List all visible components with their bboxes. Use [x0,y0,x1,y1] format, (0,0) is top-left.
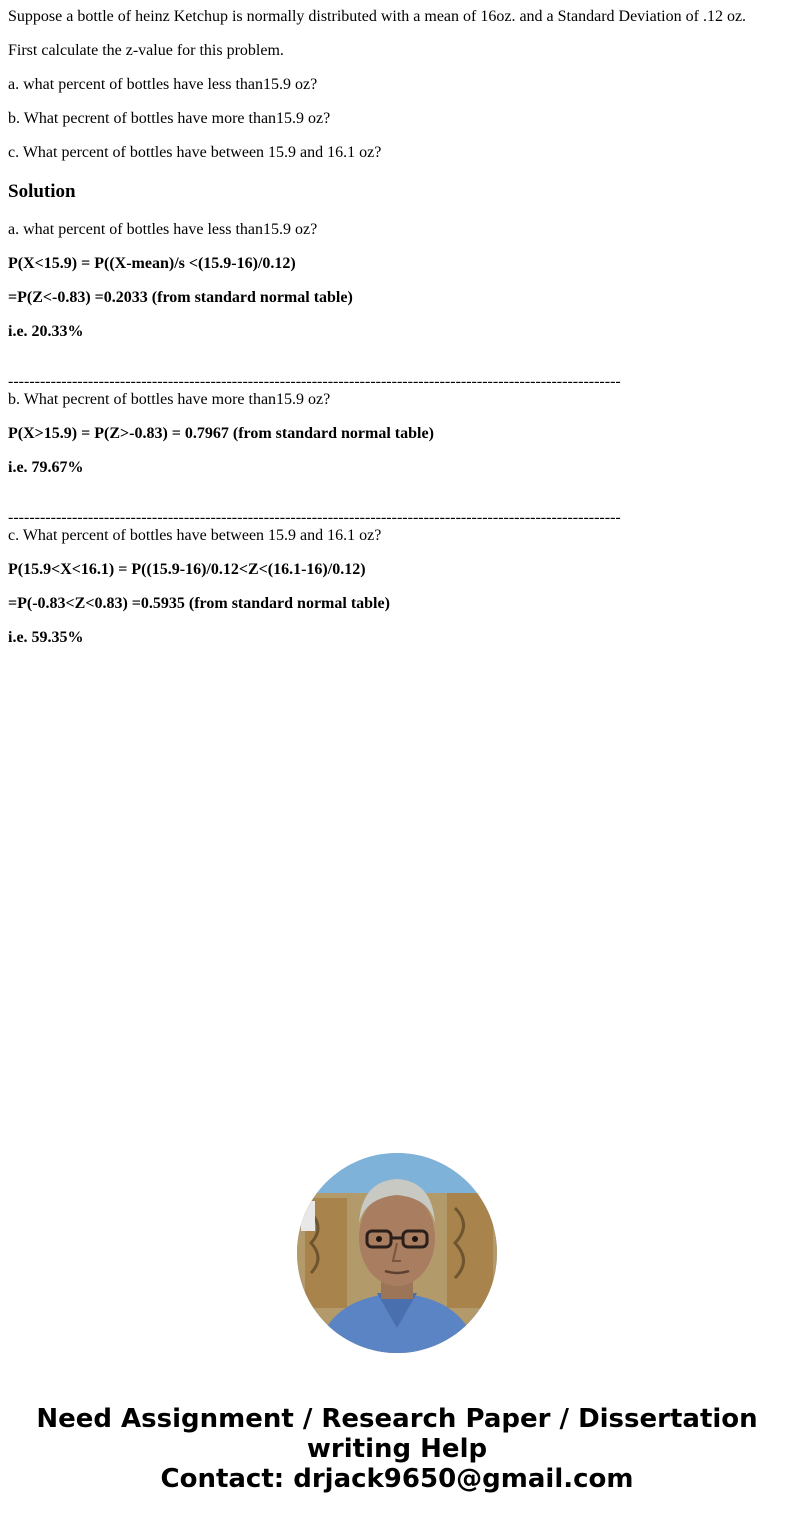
solution-a-question: a. what percent of bottles have less than15.9 oz? [8,221,318,238]
solution-a-answer: i.e. 20.33% [8,323,84,340]
solution-heading: Solution [8,181,76,202]
promo-contact: Contact: drjack9650@gmail.com [160,1464,634,1494]
solution-b-answer: i.e. 79.67% [8,459,84,476]
promo-line-2: writing Help [306,1434,488,1464]
solution-a-step2: =P(Z<-0.83) =0.2033 (from standard normal table) [8,289,353,306]
divider-2: ------------------------------------------------------------------------------------------------------------------- [8,509,621,526]
tutor-avatar [297,1153,497,1353]
question-part-a: a. what percent of bottles have less than15.9 oz? [8,76,318,93]
tutor-portrait-image [297,1153,497,1353]
solution-b-step1: P(X>15.9) = P(Z>-0.83) = 0.7967 (from standard normal table) [8,425,434,442]
solution-c-step1: P(15.9<X<16.1) = P((15.9-16)/0.12<Z<(16.1-16)/0.12) [8,561,366,578]
divider-1: ------------------------------------------------------------------------------------------------------------------- [8,373,621,390]
solution-a-step1: P(X<15.9) = P((X-mean)/s <(15.9-16)/0.12) [8,255,296,272]
question-instruction: First calculate the z-value for this problem. [8,42,284,59]
solution-c-answer: i.e. 59.35% [8,629,84,646]
promo-line-1: Need Assignment / Research Paper / Dissertation [36,1404,758,1434]
question-part-b: b. What pecrent of bottles have more than15.9 oz? [8,110,331,127]
solution-b-question: b. What pecrent of bottles have more than15.9 oz? [8,391,331,408]
solution-c-question: c. What percent of bottles have between 15.9 and 16.1 oz? [8,527,382,544]
solution-c-step2: =P(-0.83<Z<0.83) =0.5935 (from standard normal table) [8,595,390,612]
question-intro: Suppose a bottle of heinz Ketchup is normally distributed with a mean of 16oz. and a Standard Deviation of .12 oz. [8,8,747,25]
question-part-c: c. What percent of bottles have between 15.9 and 16.1 oz? [8,144,382,161]
